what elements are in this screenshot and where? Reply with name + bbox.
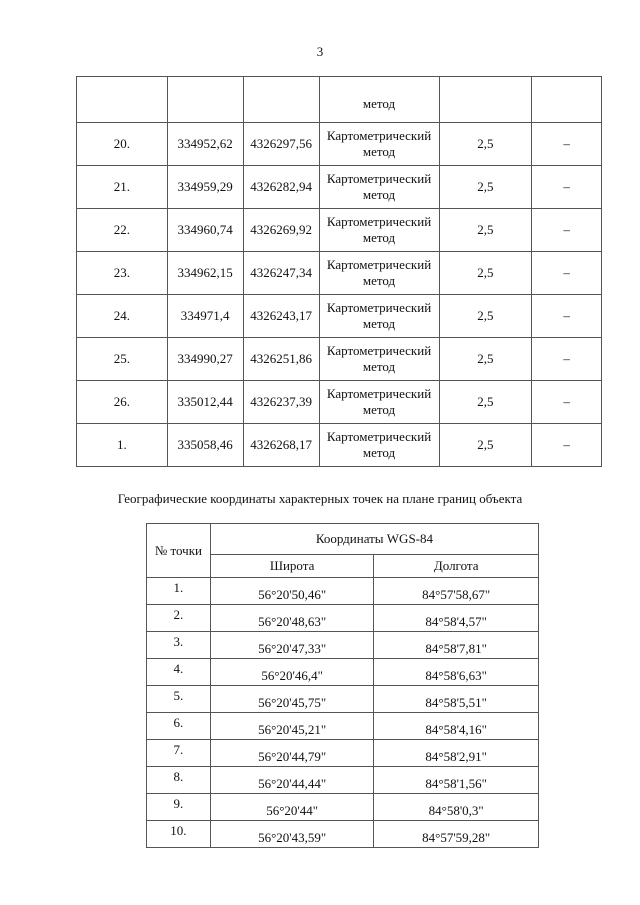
accuracy: 2,5 xyxy=(439,123,532,166)
latitude: 56°20'47,33" xyxy=(210,632,374,659)
point-number: 22. xyxy=(77,209,168,252)
coord-y: 4326297,56 xyxy=(243,123,319,166)
method-cell xyxy=(319,295,439,338)
coord-x: 334962,15 xyxy=(167,252,243,295)
point-number: 24. xyxy=(77,295,168,338)
latitude: 56°20'48,63" xyxy=(210,605,374,632)
method-cell xyxy=(319,338,439,381)
point-number: 3. xyxy=(147,632,211,659)
table-row xyxy=(147,794,539,821)
table-row xyxy=(77,123,602,166)
latitude: 56°20'45,21" xyxy=(210,713,374,740)
longitude: 84°58'0,3" xyxy=(374,794,539,821)
longitude: 84°58'4,16" xyxy=(374,713,539,740)
method-line: метод xyxy=(362,230,396,245)
coord-y: 4326268,17 xyxy=(243,424,319,467)
point-number: 23. xyxy=(77,252,168,295)
point-number: 21. xyxy=(77,166,168,209)
wgs-table-caption: Географические координаты характерных точек на плане границ объекта xyxy=(117,491,523,506)
coord-y: 4326247,34 xyxy=(243,252,319,295)
table-row xyxy=(77,166,602,209)
method-cell xyxy=(319,209,439,252)
method-line: метод xyxy=(362,359,396,374)
method-line: метод xyxy=(362,445,396,460)
point-number: 6. xyxy=(147,713,211,740)
latitude: 56°20'44,79" xyxy=(210,740,374,767)
latitude: 56°20'43,59" xyxy=(210,821,374,848)
method-line: метод xyxy=(362,187,396,202)
method-line: Картометрический xyxy=(326,214,432,229)
note: – xyxy=(532,424,602,467)
method-line: Картометрический xyxy=(326,257,432,272)
point-number: 26. xyxy=(77,381,168,424)
method-line: Картометрический xyxy=(326,128,432,143)
method-cell xyxy=(319,123,439,166)
coord-x: 334952,62 xyxy=(167,123,243,166)
point-number: 4. xyxy=(147,659,211,686)
method-line: Картометрический xyxy=(326,343,432,358)
point-number: 1. xyxy=(77,424,168,467)
method-line: метод xyxy=(362,273,396,288)
method-line: метод xyxy=(362,316,396,331)
method-line: Картометрический xyxy=(326,386,432,401)
method-line: Картометрический xyxy=(326,300,432,315)
point-number: 20. xyxy=(77,123,168,166)
table-row xyxy=(147,740,539,767)
note: – xyxy=(532,338,602,381)
coord-y: 4326282,94 xyxy=(243,166,319,209)
method-line: Картометрический xyxy=(326,429,432,444)
table-row xyxy=(147,713,539,740)
coord-y: 4326237,39 xyxy=(243,381,319,424)
table-cell xyxy=(167,77,243,123)
table-cell: метод xyxy=(319,77,439,123)
method-line: метод xyxy=(362,144,396,159)
point-number: 7. xyxy=(147,740,211,767)
latitude: 56°20'46,4" xyxy=(210,659,374,686)
table-continuation-row xyxy=(77,77,602,123)
latitude: 56°20'50,46" xyxy=(210,578,374,605)
point-number: 1. xyxy=(147,578,211,605)
point-number: 2. xyxy=(147,605,211,632)
table-cell xyxy=(439,77,532,123)
table-row xyxy=(147,632,539,659)
coord-x: 334971,4 xyxy=(167,295,243,338)
table-cell xyxy=(532,77,602,123)
header-point-number: № точки xyxy=(147,524,211,578)
table-cell xyxy=(77,77,168,123)
table-row xyxy=(147,821,539,848)
method-cell xyxy=(319,252,439,295)
latitude: 56°20'44" xyxy=(210,794,374,821)
note: – xyxy=(532,166,602,209)
longitude: 84°57'58,67" xyxy=(374,578,539,605)
header-longitude: Долгота xyxy=(374,555,539,578)
table-row xyxy=(147,686,539,713)
note: – xyxy=(532,252,602,295)
table-row xyxy=(77,252,602,295)
latitude: 56°20'45,75" xyxy=(210,686,374,713)
table-row xyxy=(147,767,539,794)
accuracy: 2,5 xyxy=(439,381,532,424)
point-number: 5. xyxy=(147,686,211,713)
note: – xyxy=(532,295,602,338)
point-number: 9. xyxy=(147,794,211,821)
longitude: 84°57'59,28" xyxy=(374,821,539,848)
accuracy: 2,5 xyxy=(439,166,532,209)
page-number: 3 xyxy=(316,44,324,59)
coord-y: 4326251,86 xyxy=(243,338,319,381)
method-cell xyxy=(319,166,439,209)
points-coordinates-table xyxy=(76,76,602,467)
note: – xyxy=(532,381,602,424)
longitude: 84°58'5,51" xyxy=(374,686,539,713)
longitude: 84°58'1,56" xyxy=(374,767,539,794)
table-row xyxy=(147,578,539,605)
accuracy: 2,5 xyxy=(439,295,532,338)
longitude: 84°58'6,63" xyxy=(374,659,539,686)
longitude: 84°58'4,57" xyxy=(374,605,539,632)
table-row xyxy=(77,381,602,424)
accuracy: 2,5 xyxy=(439,338,532,381)
wgs84-coordinates-table xyxy=(146,523,539,848)
table-row xyxy=(77,424,602,467)
point-number: 10. xyxy=(147,821,211,848)
point-number: 25. xyxy=(77,338,168,381)
accuracy: 2,5 xyxy=(439,209,532,252)
note: – xyxy=(532,123,602,166)
latitude: 56°20'44,44" xyxy=(210,767,374,794)
table-row xyxy=(77,338,602,381)
coord-x: 334960,74 xyxy=(167,209,243,252)
coord-x: 335012,44 xyxy=(167,381,243,424)
coord-x: 334959,29 xyxy=(167,166,243,209)
coord-y: 4326243,17 xyxy=(243,295,319,338)
table-row xyxy=(77,295,602,338)
table-cell xyxy=(243,77,319,123)
table-row xyxy=(147,659,539,686)
longitude: 84°58'7,81" xyxy=(374,632,539,659)
point-number: 8. xyxy=(147,767,211,794)
header-coordinates: Координаты WGS-84 xyxy=(210,524,538,555)
method-cell xyxy=(319,381,439,424)
accuracy: 2,5 xyxy=(439,252,532,295)
method-cell xyxy=(319,424,439,467)
header-latitude: Широта xyxy=(210,555,374,578)
table-row xyxy=(147,605,539,632)
method-line: Картометрический xyxy=(326,171,432,186)
table-row xyxy=(77,209,602,252)
method-line: метод xyxy=(362,402,396,417)
accuracy: 2,5 xyxy=(439,424,532,467)
coord-x: 334990,27 xyxy=(167,338,243,381)
coord-y: 4326269,92 xyxy=(243,209,319,252)
note: – xyxy=(532,209,602,252)
longitude: 84°58'2,91" xyxy=(374,740,539,767)
coord-x: 335058,46 xyxy=(167,424,243,467)
